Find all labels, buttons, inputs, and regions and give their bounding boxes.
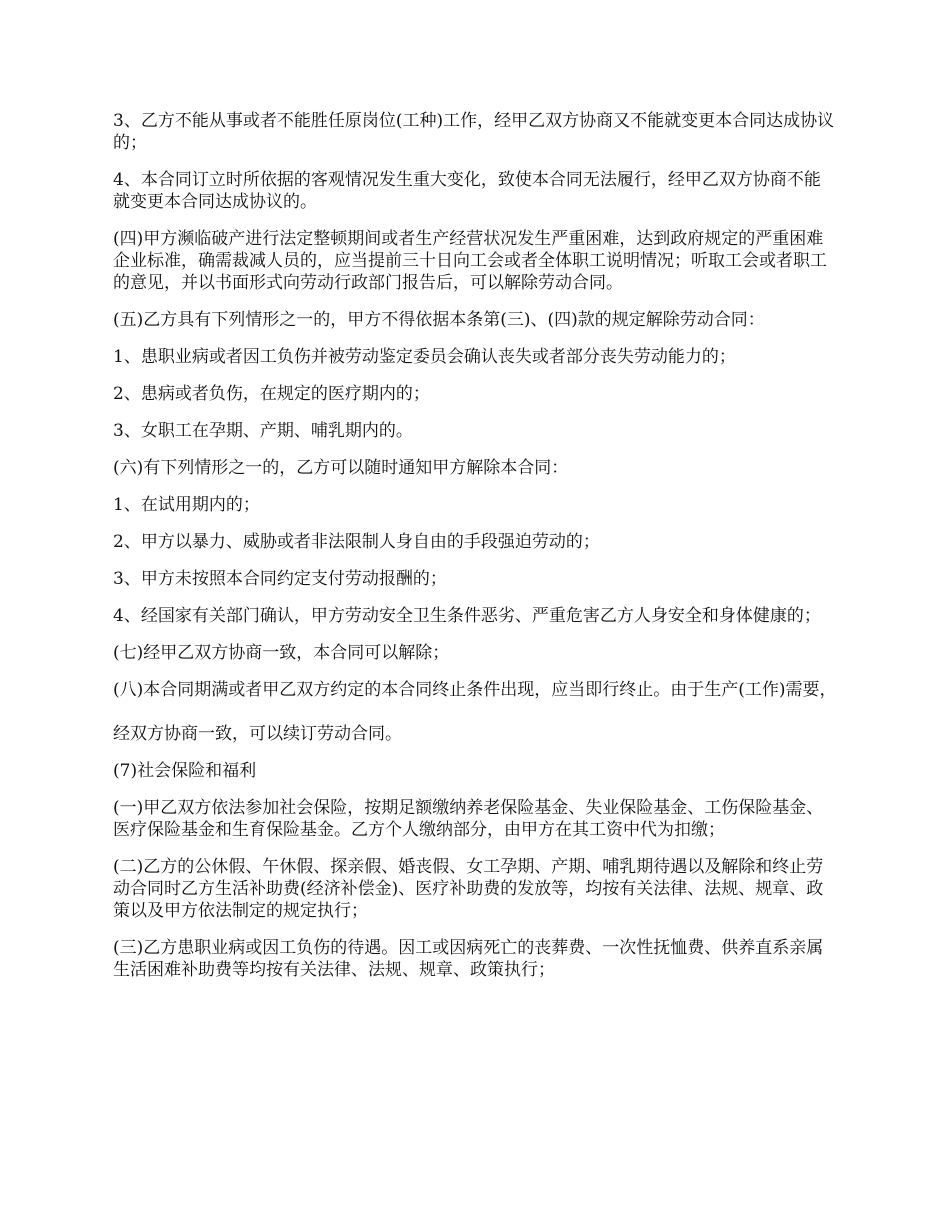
section-heading-social-insurance: (7)社会保险和福利 [113, 761, 257, 781]
paragraph-no-termination-conditions: (五)乙方具有下列情形之一的，甲方不得依据本条第(三)、(四)款的规定解除劳动合同： [113, 310, 765, 330]
paragraph-contract-expiry: (八)本合同期满或者甲乙双方约定的本合同终止条件出现，应当即行终止。由于生产(工作)需要，经双方协商一致，可以续订劳动合同。 [113, 680, 837, 744]
paragraph-mutual-termination: (七)经甲乙双方协商一致，本合同可以解除； [113, 643, 450, 663]
paragraph-unsafe-conditions: 4、经国家有关部门确认，甲方劳动安全卫生条件恶劣、严重危害乙方人身安全和身体健康的； [113, 606, 821, 626]
paragraph-forced-labor: 2、甲方以暴力、威胁或者非法限制人身自由的手段强迫劳动的； [113, 532, 600, 552]
document-page [113, 110, 837, 996]
paragraph-female-worker: 3、女职工在孕期、产期、哺乳期内的。 [113, 421, 413, 441]
paragraph-employee-may-terminate: (六)有下列情形之一的，乙方可以随时通知甲方解除本合同： [113, 458, 569, 478]
paragraph-unpaid-wages: 3、甲方未按照本合同约定支付劳动报酬的； [113, 569, 447, 589]
paragraph-clause-3-unfit: 3、乙方不能从事或者不能胜任原岗位(工种)工作，经甲乙双方协商又不能就变更本合同达成协议的； [113, 111, 835, 153]
paragraph-clause-4-circumstances: 4、本合同订立时所依据的客观情况发生重大变化，致使本合同无法履行，经甲乙双方协商不能就变更本合同达成协议的。 [113, 170, 821, 212]
paragraph-medical-period: 2、患病或者负伤，在规定的医疗期内的； [113, 384, 430, 404]
paragraph-occupational-disease: 1、患职业病或者因工负伤并被劳动鉴定委员会确认丧失或者部分丧失劳动能力的； [113, 347, 736, 367]
paragraph-leave-benefits: (二)乙方的公休假、午休假、探亲假、婚丧假、女工孕期、产期、哺乳期待遇以及解除和终止劳动合同时乙方生活补助费(经济补偿金)、医疗补助费的发放等，均按有关法律、法规、规章、政策以及甲方依法制定的规定执行； [113, 857, 824, 921]
paragraph-layoff-bankruptcy: (四)甲方濒临破产进行法定整顿期间或者生产经营状况发生严重困难，达到政府规定的严重困难企业标准，确需裁减人员的，应当提前三十日向工会或者全体职工说明情况；听取工会或者职工的意见，并以书面形式向劳动行政部门报告后，可以解除劳动合同。 [113, 229, 827, 293]
paragraph-probation: 1、在试用期内的； [113, 495, 260, 515]
paragraph-injury-benefits: (三)乙方患职业病或因工负伤的待遇。因工或因病死亡的丧葬费、一次性抚恤费、供养直系亲属生活困难补助费等均按有关法律、法规、规章、政策执行； [113, 938, 824, 980]
paragraph-insurance-funds: (一)甲乙双方依法参加社会保险，按期足额缴纳养老保险基金、失业保险基金、工伤保险基金、医疗保险基金和生育保险基金。乙方个人缴纳部分，由甲方在其工资中代为扣缴； [113, 798, 824, 840]
